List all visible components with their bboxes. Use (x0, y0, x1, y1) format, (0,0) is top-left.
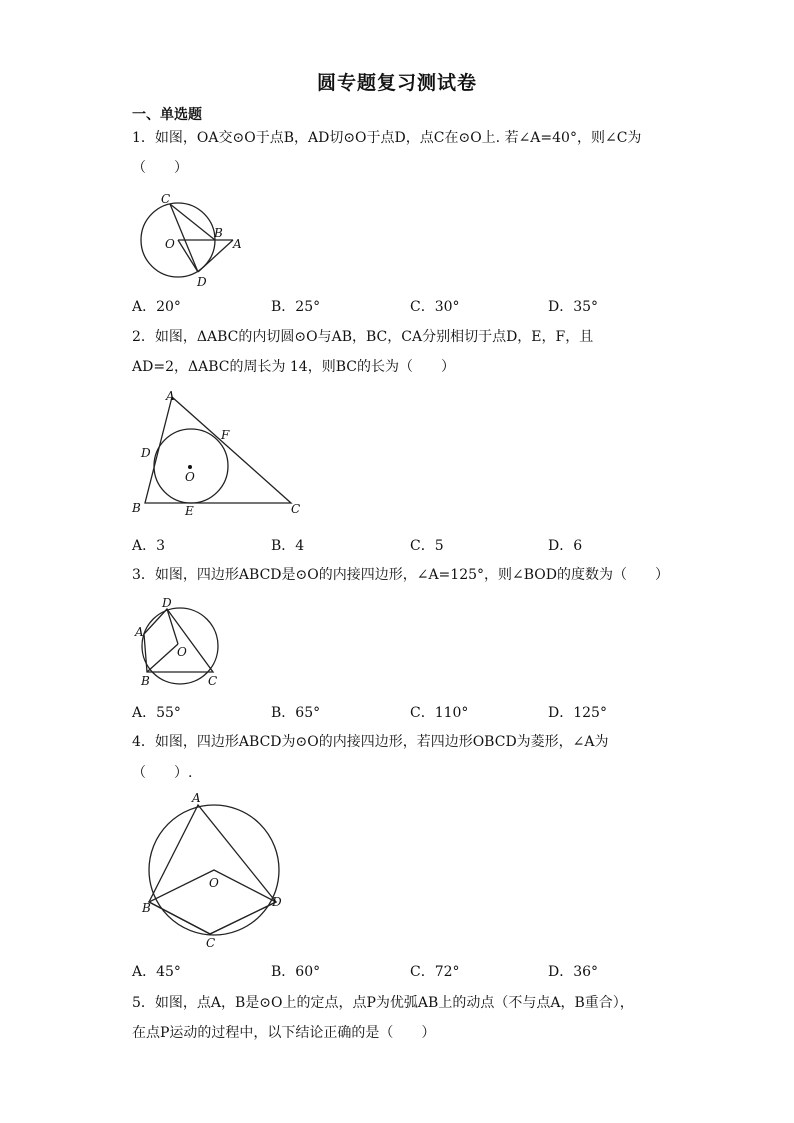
question-3-option-c: C．110° (410, 705, 469, 721)
question-1-option-a: A．20° (132, 299, 181, 315)
question-3-figure (130, 594, 230, 689)
q2-label-e: E (185, 504, 194, 518)
q2-label-d: D (141, 446, 151, 460)
question-2-option-c: C．5 (410, 538, 444, 554)
question-3-option-a: A．55° (132, 705, 181, 721)
question-2-figure (125, 387, 315, 522)
section-heading: 一、单选题 (132, 107, 202, 123)
q3-label-c: C (208, 674, 218, 688)
question-2-option-b: B．4 (271, 538, 305, 554)
question-4-line-2: （ ）. (132, 765, 193, 781)
q4-label-c: C (206, 936, 216, 950)
q1-line-ad (198, 240, 233, 272)
q2-center-dot (188, 465, 192, 469)
q2-label-b: B (132, 501, 141, 515)
question-1-line-2: （ ） (132, 160, 188, 176)
q3-line-od (167, 609, 178, 644)
question-4-figure (138, 788, 298, 953)
q3-label-o: O (177, 645, 187, 659)
q1-label-d: D (197, 275, 207, 289)
q1-label-o: O (165, 237, 175, 251)
q3-label-b: B (141, 674, 150, 688)
question-1-line-1: 1．如图，OA交⊙O于点B，AD切⊙O于点D，点C在⊙O上. 若∠A=40°，则∠C为 (132, 130, 642, 146)
q1-line-od (178, 240, 198, 272)
question-1-option-c: C．30° (410, 299, 460, 315)
question-1-option-d: D．35° (548, 299, 599, 315)
question-4-option-b: B．60° (271, 964, 321, 980)
q2-label-o: O (185, 470, 195, 484)
page-title: 圆专题复习测试卷 (316, 72, 477, 94)
question-1-option-b: B．25° (271, 299, 321, 315)
question-2-option-d: D．6 (548, 538, 583, 554)
question-5-line-2: 在点P运动的过程中，以下结论正确的是（ ） (132, 1025, 436, 1041)
q1-label-c: C (161, 192, 171, 206)
question-2-line-1: 2．如图，ΔABC的内切圆⊙O与AB，BC，CA分别相切于点D，E，F，且 (132, 329, 594, 345)
question-3-option-d: D．125° (548, 705, 607, 721)
q3-line-ob (147, 644, 178, 672)
q4-label-d: D (272, 895, 282, 909)
q1-label-a: A (233, 237, 242, 251)
q4-label-a: A (192, 791, 201, 805)
q2-label-c: C (291, 502, 301, 516)
q3-label-d: D (162, 596, 172, 610)
question-3-option-b: B．65° (271, 705, 321, 721)
q2-label-a: A (166, 389, 175, 403)
question-2-option-a: A．3 (132, 538, 166, 554)
question-4-line-1: 4．如图，四边形ABCD为⊙O的内接四边形，若四边形OBCD为菱形，∠A为 (132, 734, 609, 750)
q4-label-o: O (209, 876, 219, 890)
question-4-option-d: D．36° (548, 964, 599, 980)
question-3-line-1: 3．如图，四边形ABCD是⊙O的内接四边形，∠A=125°，则∠BOD的度数为（ ） (132, 567, 669, 583)
q2-triangle-abc (145, 397, 291, 503)
question-4-option-a: A．45° (132, 964, 181, 980)
question-1-figure (125, 190, 265, 290)
q1-label-b: B (214, 226, 223, 240)
q2-label-f: F (221, 428, 230, 442)
q4-label-b: B (142, 901, 151, 915)
question-4-option-c: C．72° (410, 964, 460, 980)
question-2-line-2: AD=2，ΔABC的周长为 14，则BC的长为（ ） (132, 359, 455, 375)
question-5-line-1: 5．如图，点A，B是⊙O上的定点，点P为优弧AB上的动点（不与点A，B重合）， (132, 995, 634, 1011)
q3-label-a: A (135, 625, 144, 639)
